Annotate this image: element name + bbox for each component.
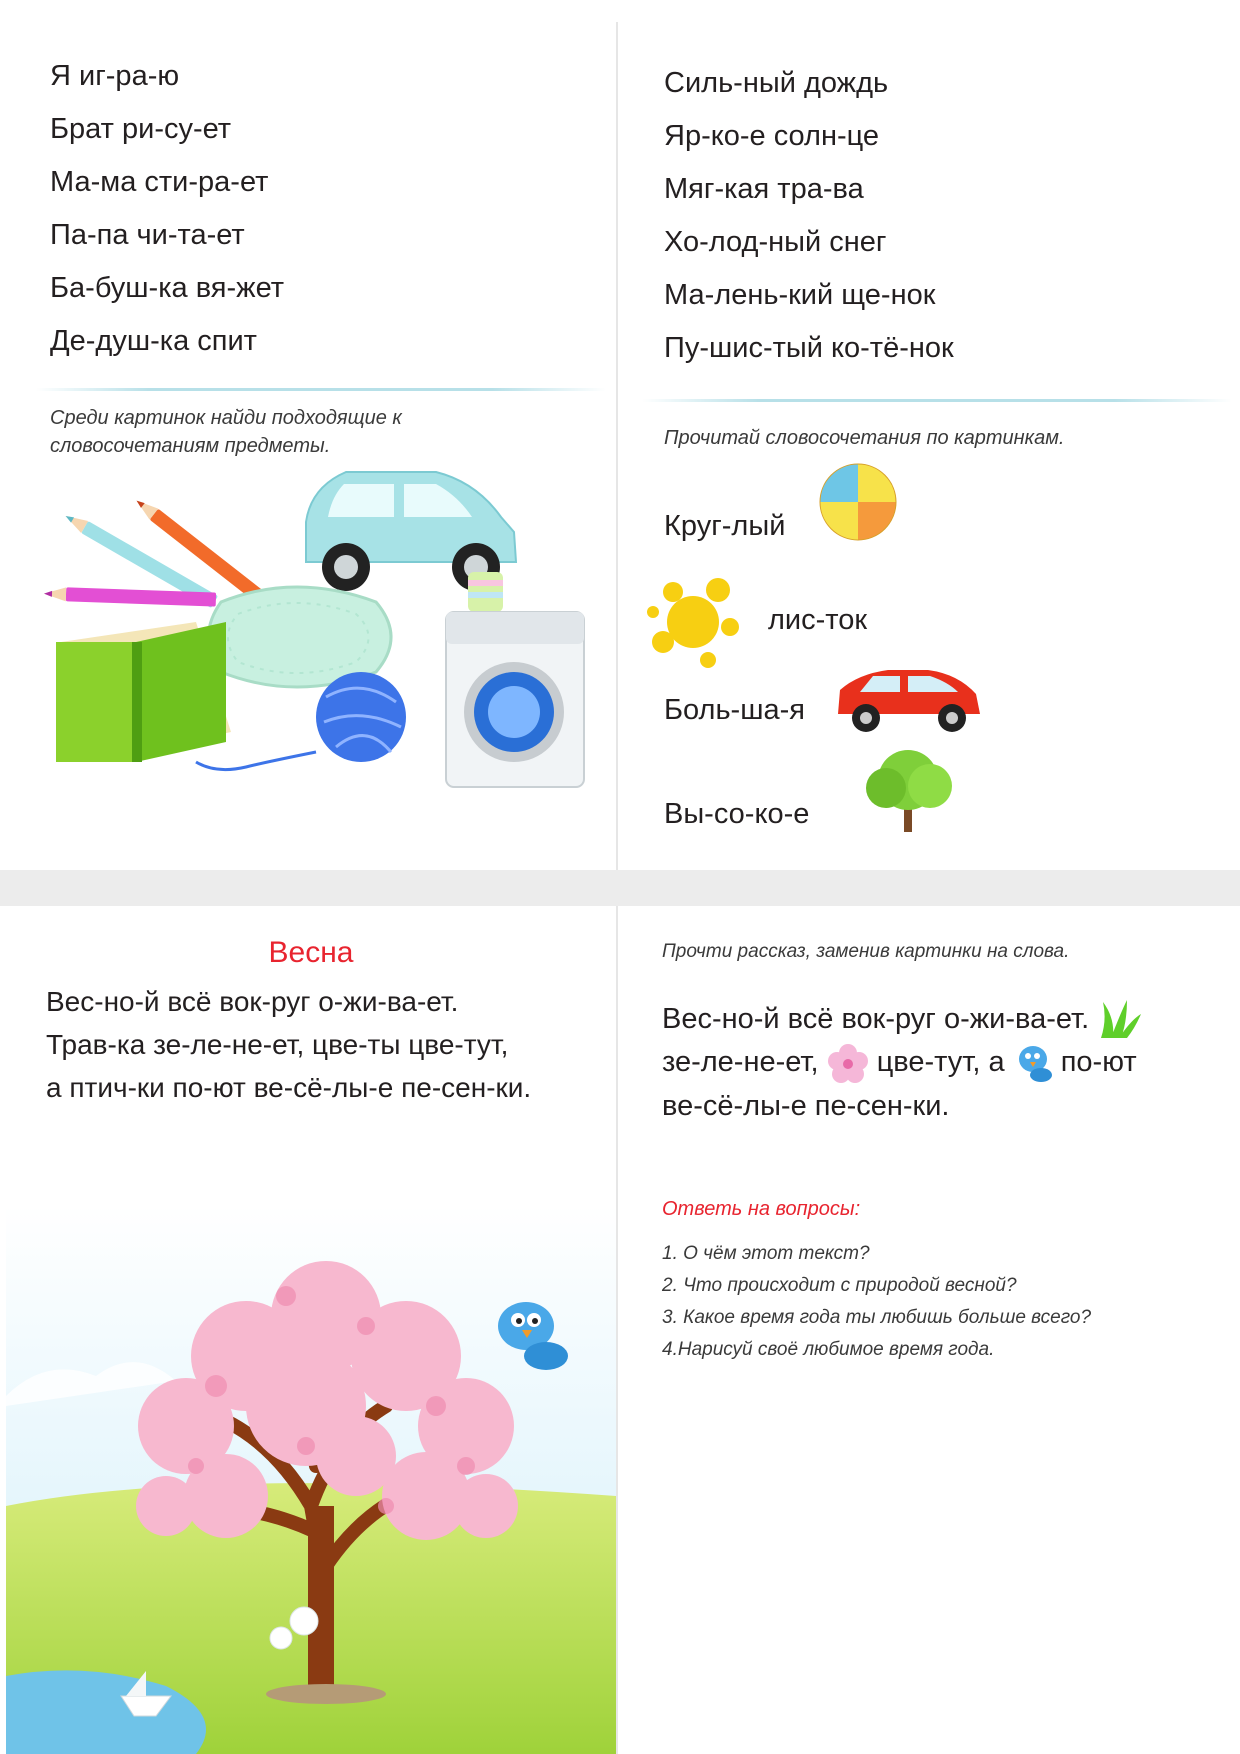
- picture-hints: [618, 462, 1236, 870]
- questions-title: Ответь на вопросы:: [662, 1198, 861, 1220]
- grass-icon: [1097, 1000, 1143, 1040]
- question: 2. Что происходит с природой весной?: [662, 1275, 1017, 1296]
- instruction: Прочти рассказ, заменив картинки на слова.: [662, 941, 1070, 962]
- phrase: Я иг-ра-ю: [50, 60, 180, 92]
- instruction: Прочитай словосочетания по картинкам.: [664, 427, 1065, 449]
- washing-machine-picture: [446, 572, 584, 787]
- red-car-icon: [838, 670, 980, 732]
- page-gap: [0, 870, 1240, 906]
- word-leaf: лис-ток: [768, 604, 868, 636]
- phrase: Де-душ-ка спит: [50, 325, 257, 357]
- story-line: Вес-но-й всё вок-руг о-жи-ва-ет.: [46, 986, 459, 1017]
- book-picture: [56, 622, 231, 762]
- bird-icon: [1013, 1041, 1053, 1085]
- phrase: Ма-лень-кий ще-нок: [664, 279, 936, 311]
- story-line: Вес-но-й всё вок-руг о-жи-ва-ет.: [662, 1003, 1090, 1035]
- phrase: Пу-шис-тый ко-тё-нок: [664, 332, 954, 364]
- word-big: Боль-ша-я: [664, 694, 805, 726]
- phrase-list: [664, 57, 954, 375]
- divider: [642, 399, 1232, 402]
- story-fragment: по-ют: [1060, 1046, 1137, 1078]
- question: 3. Какое время года ты любишь больше всего?: [662, 1307, 1092, 1328]
- phrase: Ба-буш-ка вя-жет: [50, 272, 285, 304]
- phrase: Силь-ный дождь: [664, 67, 889, 99]
- story-line: а птич-ки по-ют ве-сё-лы-е пе-сен-ки.: [46, 1072, 532, 1103]
- question: 1. О чём этот текст?: [662, 1243, 870, 1264]
- card-verbs: [6, 22, 616, 870]
- card-spring-story: [6, 906, 616, 1754]
- pillow-picture: [209, 587, 392, 687]
- phrase: Ма-ма сти-ра-ет: [50, 166, 269, 198]
- instruction: Среди картинок найди подходящие к словосочетаниям предметы.: [50, 407, 402, 457]
- story-fragment: цве-тут, а: [876, 1046, 1005, 1078]
- story-fragment: зе-ле-не-ет,: [662, 1046, 819, 1078]
- divider: [36, 388, 606, 391]
- phrase: Па-па чи-та-ет: [50, 219, 245, 251]
- question: 4.Нарисуй своё любимое время года.: [662, 1339, 995, 1360]
- phrase: Мяг-кая тра-ва: [664, 173, 864, 205]
- spring-tree-illustration: [6, 1206, 616, 1754]
- story-text: [46, 980, 606, 1109]
- flower-icon: [827, 1043, 869, 1083]
- phrase: Хо-лод-ный снег: [664, 226, 887, 258]
- questions-list: [662, 1238, 1091, 1366]
- phrase-list: [50, 50, 284, 368]
- pictures-illustration: [6, 462, 616, 870]
- page-title: Весна: [268, 936, 354, 969]
- story-line: ве-сё-лы-е пе-сен-ки.: [662, 1090, 950, 1123]
- card-rebus-story: [618, 906, 1236, 1754]
- phrase: Яр-ко-е солн-це: [664, 120, 880, 152]
- rebus-story: [662, 998, 1143, 1128]
- sun-splash-icon: [647, 578, 739, 668]
- word-round: Круг-лый: [664, 510, 786, 542]
- ball-icon: [820, 464, 896, 540]
- story-line: Трав-ка зе-ле-не-ет, цве-ты цве-тут,: [46, 1029, 509, 1060]
- phrase: Брат ри-су-ет: [50, 113, 232, 145]
- word-tall: Вы-со-ко-е: [664, 798, 810, 830]
- card-adjectives: [618, 22, 1236, 870]
- tree-icon: [866, 750, 952, 832]
